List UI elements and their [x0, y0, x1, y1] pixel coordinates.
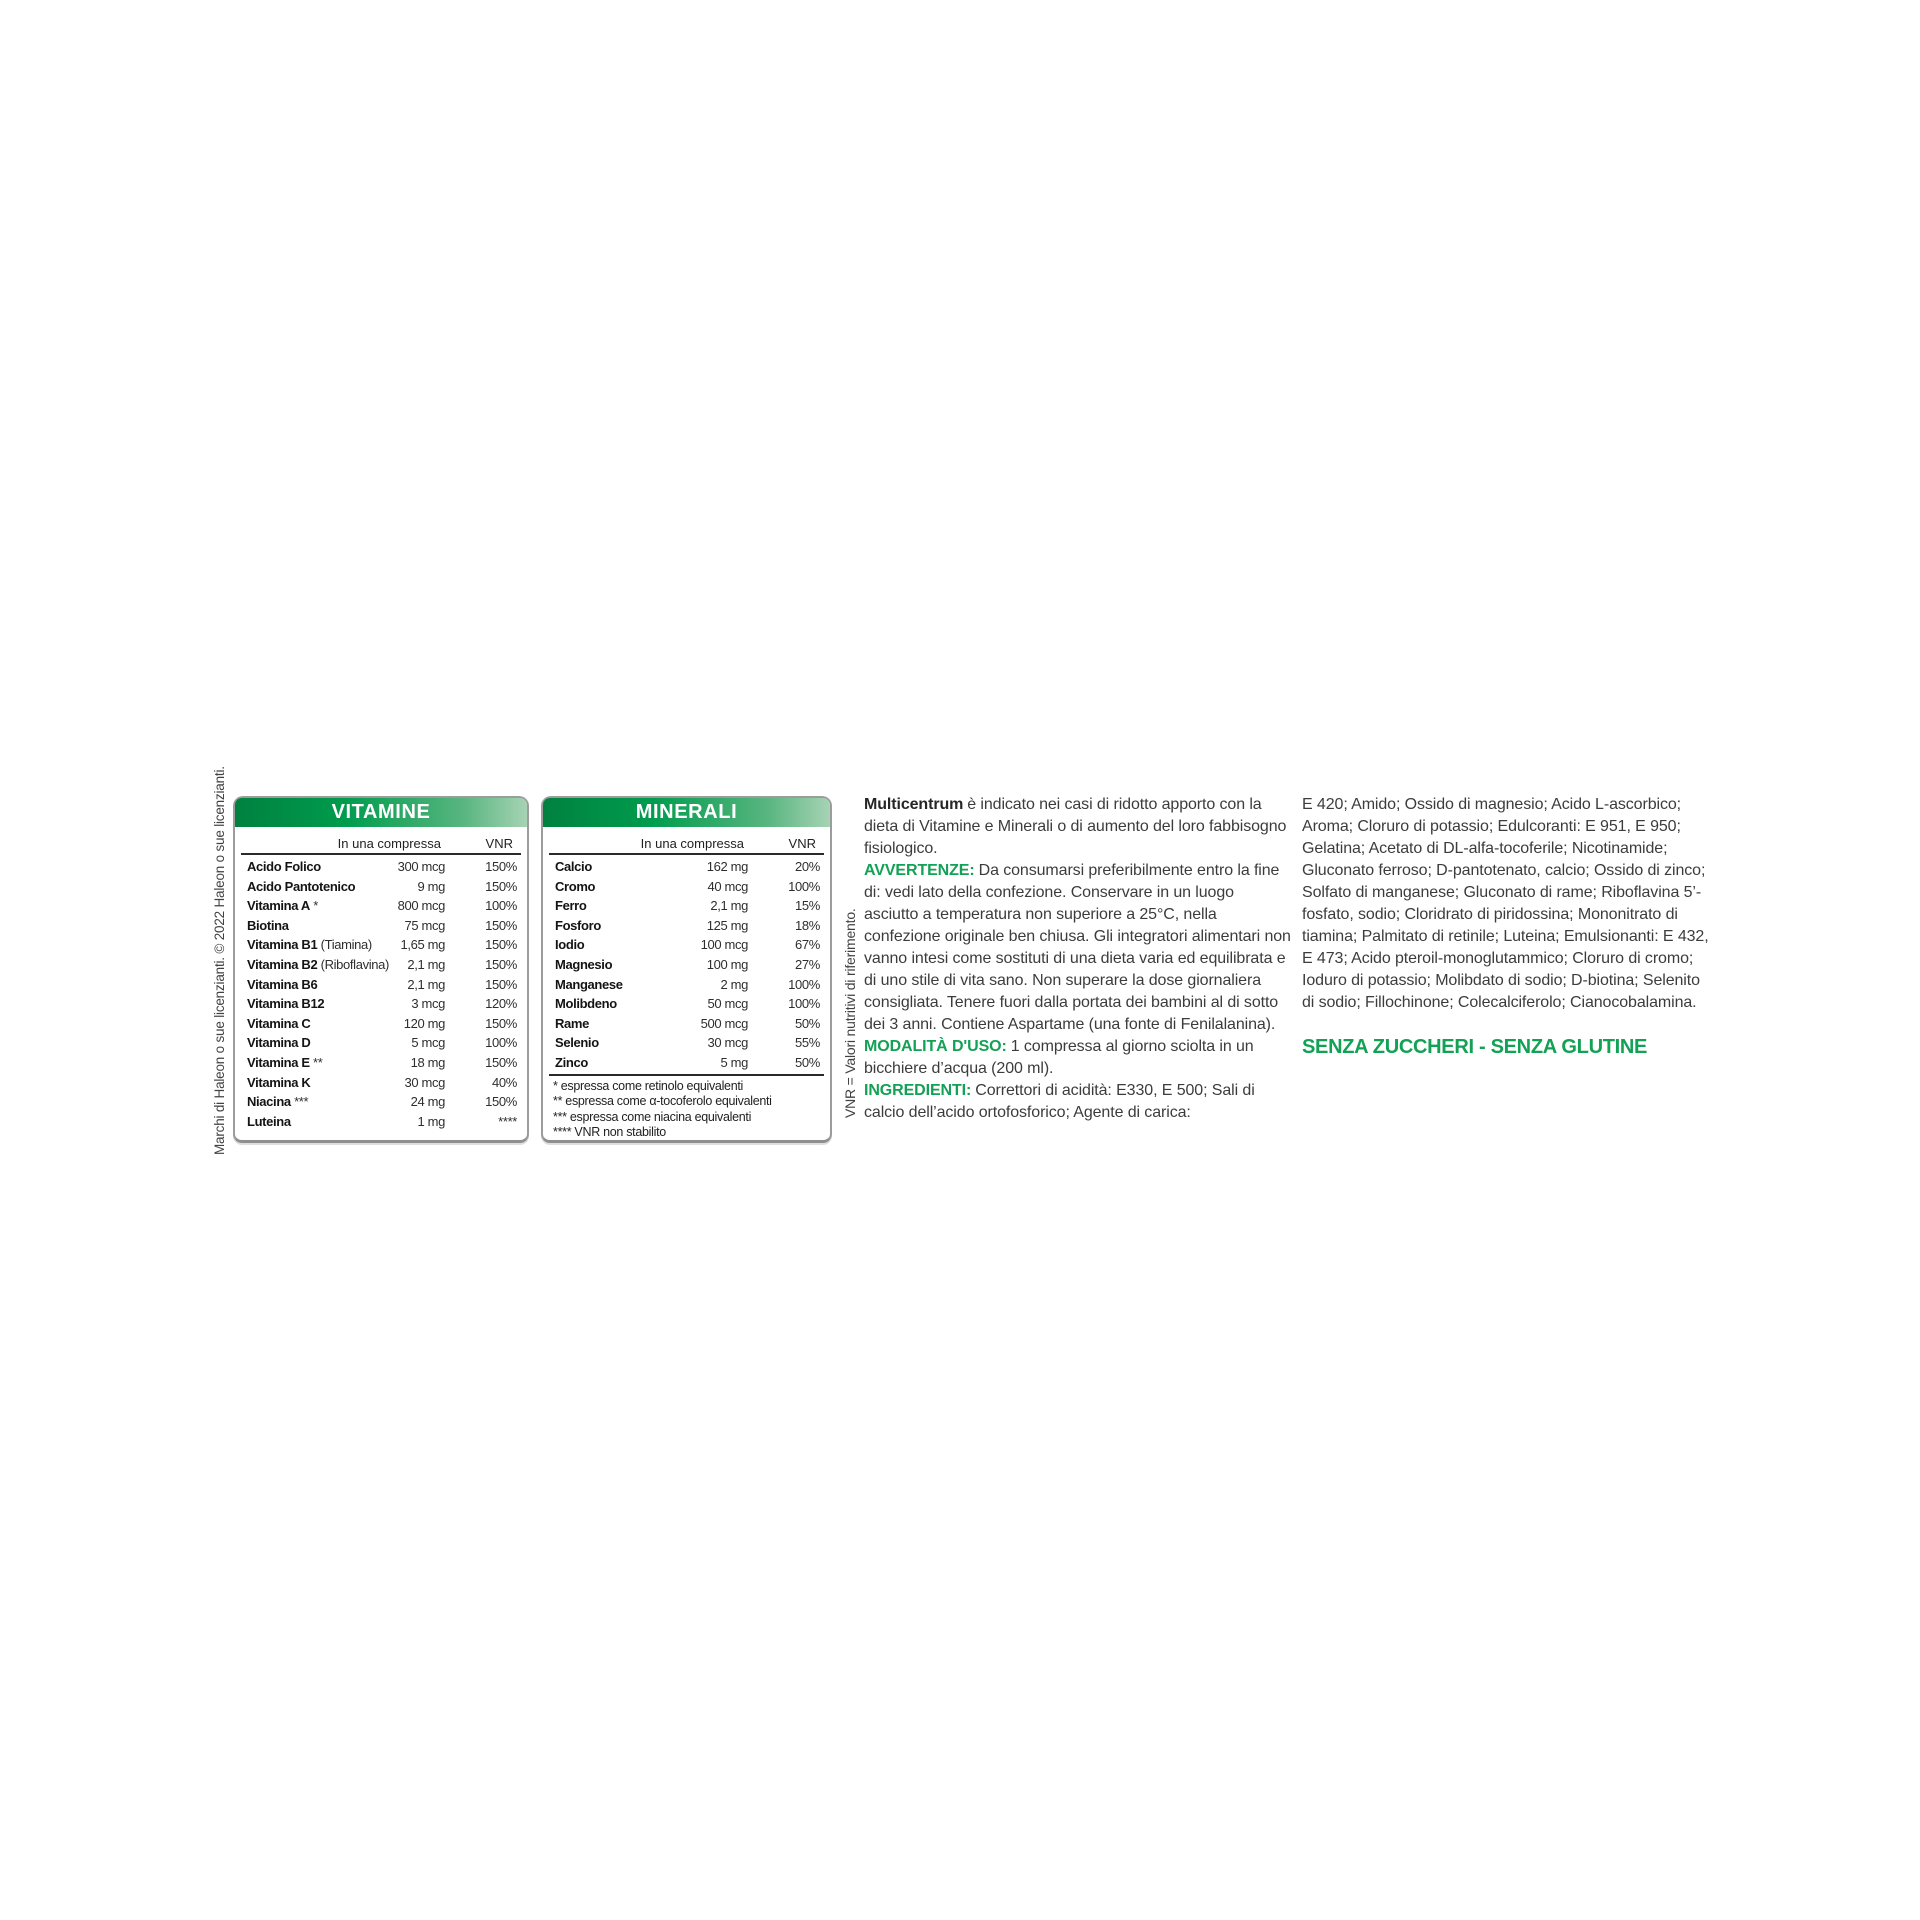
nutrient-name-bold: Acido Pantotenico — [247, 878, 356, 894]
nutrient-name — [543, 955, 663, 975]
minerals-rows — [543, 855, 830, 1073]
nutrient-vnr: 27% — [795, 956, 820, 972]
nutrient-amount: 2,1 mg — [407, 976, 445, 992]
table-row — [235, 994, 527, 1014]
nutrient-vnr: 100% — [788, 996, 820, 1012]
table-row — [235, 1112, 527, 1132]
nutrient-amount: 3 mcg — [411, 996, 445, 1012]
nutrient-vnr: 120% — [485, 996, 517, 1012]
paragraph-lead: AVVERTENZE: — [864, 862, 975, 879]
nutrient-vnr: 150% — [485, 1054, 517, 1070]
nutrient-vnr: **** — [498, 1113, 517, 1129]
nutrient-amount: 5 mg — [720, 1054, 748, 1070]
nutrient-amount: 1,65 mg — [400, 937, 445, 953]
nutrient-name-bold: Niacina — [247, 1094, 291, 1110]
table-row — [543, 1053, 830, 1073]
nutrient-name-bold: Vitamina C — [247, 1015, 311, 1031]
nutrient-vnr: 150% — [485, 878, 517, 894]
nutrient-amount: 125 mg — [706, 917, 748, 933]
nutrient-name-bold: Zinco — [555, 1054, 588, 1070]
nutrient-name — [235, 1112, 360, 1132]
table-row — [543, 877, 830, 897]
ingredients-continued-text: E 420; Amido; Ossido di magnesio; Acido L-ascorbico; Aroma; Cloruro di potassio; Edulcoranti: E 951, E 950; Gelatina; Acetato di DL-alfa-tocoferile; Nicotinamide; Gluconato ferroso; D-pantotenato, calcio; Ossido di zinco; Solfato di manganese; Gluconato di rame; Riboflavina 5’-fosfato, sodio; Cloridrato di piridossina; Mononitrato di tiamina; Palmitato di retinile; Luteina; Emulsionanti: E 432, E 473; Acido pteroil-monoglutammico; Cloruro di cromo; Ioduro di potassio; Molibdato di sodio; D-biotina; Selenito di sodio; Fillochinone; Colecalciferolo; Cianocobalamina. — [1302, 796, 1709, 1011]
description-paragraph — [864, 1036, 1292, 1080]
minerals-table-subheader — [549, 827, 824, 855]
nutrient-name-bold: Vitamina B2 — [247, 956, 318, 972]
nutrient-name — [543, 916, 663, 936]
table-footnote: **** VNR non stabilito — [553, 1125, 666, 1140]
no-sugar-no-gluten-claim: SENZA ZUCCHERI - SENZA GLUTINE — [1302, 1036, 1648, 1058]
table-row — [235, 1092, 527, 1112]
nutrient-name — [235, 955, 390, 975]
nutrient-name-bold: Vitamina K — [247, 1074, 311, 1090]
nutrient-note: *** — [294, 1094, 309, 1110]
table-row — [235, 896, 527, 916]
table-row — [543, 935, 830, 955]
nutrient-vnr: 100% — [788, 976, 820, 992]
table-row — [543, 994, 830, 1014]
nutrient-name-bold: Calcio — [555, 859, 592, 874]
nutrient-amount: 2 mg — [720, 976, 748, 992]
nutrient-name-bold: Selenio — [555, 1035, 599, 1051]
nutrient-name — [235, 877, 360, 897]
paragraph-lead: MODALITÀ D'USO: — [864, 1038, 1007, 1055]
nutrient-name — [235, 1033, 360, 1053]
nutrient-name-bold: Rame — [555, 1015, 590, 1031]
nutrient-name-bold: Fosforo — [555, 917, 601, 933]
nutrient-name — [235, 896, 360, 916]
table-row — [235, 916, 527, 936]
nutrient-amount: 800 mcg — [397, 898, 445, 914]
table-row — [543, 955, 830, 975]
nutrient-vnr: 50% — [795, 1054, 820, 1070]
nutrient-amount: 18 mg — [410, 1054, 445, 1070]
table-row — [235, 1033, 527, 1053]
nutrient-amount: 9 mg — [417, 878, 445, 894]
nutrient-vnr: 150% — [485, 1015, 517, 1031]
table-row — [235, 877, 527, 897]
table-row — [235, 935, 527, 955]
paragraph-text: Da consumarsi preferibilmente entro la fine di: vedi lato della confezione. Conservare in un luogo asciutto a temperatura non superiore a 25°C, nella confezione originale ben chiusa. Gli integratori alimentari non vanno intesi come sostituti di una dieta varia ed equilibrata e di uno stile di vita sano. Non superare la dose giornaliera consigliata. Tenere fuori dalla portata dei bambini al di sotto dei 3 anni. Contiene Aspartame (una fonte di Fenilalanina). — [864, 862, 1291, 1033]
paragraph-text: Correttori di acidità: E330, E 500; Sali di calcio dell’acido ortofosforico; Agente di carica: — [864, 1082, 1255, 1121]
nutrient-name-bold: Luteina — [247, 1113, 291, 1129]
column-header-vnr: VNR — [788, 836, 816, 851]
nutrient-name — [543, 994, 663, 1014]
vnr-legend-vertical-text: VNR = Valori nutritivi di riferimento. — [842, 908, 858, 1118]
table-row — [235, 1073, 527, 1093]
nutrient-name — [235, 1092, 360, 1112]
nutrient-note: (Riboflavina) — [320, 956, 390, 972]
table-row — [543, 975, 830, 995]
nutrient-amount: 120 mg — [403, 1015, 445, 1031]
paragraph-text: è indicato nei casi di ridotto apporto con la dieta di Vitamine e Minerali o di aumento del loro fabbisogno fisiologico. — [864, 796, 1287, 857]
table-row — [543, 896, 830, 916]
table-row — [543, 857, 830, 877]
nutrient-vnr: 18% — [795, 917, 820, 933]
nutrient-name — [235, 1073, 360, 1093]
table-row — [235, 955, 527, 975]
nutrient-vnr: 150% — [485, 976, 517, 992]
nutrient-name — [543, 896, 663, 916]
nutrient-name-bold: Biotina — [247, 917, 289, 933]
description-paragraph — [864, 1080, 1292, 1124]
nutrient-vnr: 150% — [485, 1094, 517, 1110]
nutrient-amount: 30 mcg — [404, 1074, 445, 1090]
nutrient-amount: 24 mg — [410, 1094, 445, 1110]
nutrient-name — [235, 916, 360, 936]
nutrient-note: ** — [313, 1054, 323, 1070]
nutrient-amount: 300 mcg — [397, 859, 445, 874]
nutrient-name — [543, 975, 663, 995]
nutrient-amount: 75 mcg — [404, 917, 445, 933]
description-column — [864, 794, 1292, 1124]
table-footnote: * espressa come retinolo equivalenti — [553, 1078, 744, 1093]
nutrient-name-bold: Manganese — [555, 976, 623, 992]
minerals-table-title: MINERALI — [543, 798, 830, 827]
nutrient-name — [235, 1053, 360, 1073]
nutrient-amount: 2,1 mg — [407, 956, 445, 972]
nutrient-amount: 50 mcg — [707, 996, 748, 1012]
table-footnotes — [549, 1074, 824, 1141]
table-row — [235, 1014, 527, 1034]
nutrient-vnr: 100% — [485, 1035, 517, 1051]
nutrient-amount: 162 mg — [706, 859, 748, 874]
nutrient-name — [543, 935, 663, 955]
nutrient-vnr: 67% — [795, 937, 820, 953]
nutrient-vnr: 150% — [485, 859, 517, 874]
paragraph-lead: INGREDIENTI: — [864, 1082, 972, 1099]
table-row — [235, 975, 527, 995]
vitamins-table-subheader — [241, 827, 521, 855]
vitamins-rows — [235, 855, 527, 1131]
vitamins-table-title: VITAMINE — [235, 798, 527, 827]
table-footnote: ** espressa come α-tocoferolo equivalenti — [553, 1094, 772, 1109]
nutrient-amount: 500 mcg — [700, 1015, 748, 1031]
nutrient-amount: 2,1 mg — [710, 898, 748, 914]
table-row — [543, 1014, 830, 1034]
nutrient-name — [235, 857, 360, 877]
nutrient-vnr: 100% — [485, 898, 517, 914]
nutrient-name — [235, 975, 360, 995]
trademark-vertical-text: Marchi di Haleon o sue licenzianti. © 2022 Haleon o sue licenzianti. — [212, 766, 227, 1155]
nutrient-name — [235, 935, 372, 955]
nutrient-name-bold: Molibdeno — [555, 996, 617, 1012]
table-row — [543, 916, 830, 936]
table-row — [543, 1033, 830, 1053]
nutrient-vnr: 40% — [492, 1074, 517, 1090]
nutrient-vnr: 150% — [485, 937, 517, 953]
nutrient-amount: 1 mg — [417, 1113, 445, 1129]
column-header-amount: In una compressa — [640, 836, 744, 851]
nutrient-vnr: 150% — [485, 956, 517, 972]
table-row — [235, 857, 527, 877]
nutrient-note: (Tiamina) — [320, 937, 372, 953]
nutrient-name-bold: Iodio — [555, 937, 585, 953]
nutrient-name-bold: Vitamina B6 — [247, 976, 318, 992]
nutrient-name — [543, 1053, 663, 1073]
nutrient-name-bold: Vitamina A — [247, 898, 310, 914]
nutrient-name-bold: Vitamina E — [247, 1054, 310, 1070]
table-footnote: *** espressa come niacina equivalenti — [553, 1109, 752, 1124]
nutrient-amount: 5 mcg — [411, 1035, 445, 1051]
nutrient-vnr: 55% — [795, 1035, 820, 1051]
column-header-vnr: VNR — [485, 836, 513, 851]
paragraph-text: 1 compressa al giorno sciolta in un bicchiere d’acqua (200 ml). — [864, 1038, 1254, 1077]
nutrient-amount: 100 mcg — [700, 937, 748, 953]
description-paragraph — [864, 794, 1292, 860]
nutrient-vnr: 20% — [795, 859, 820, 874]
nutrient-name — [543, 1014, 663, 1034]
nutrient-vnr: 150% — [485, 917, 517, 933]
nutrient-name — [543, 1033, 663, 1053]
nutrient-vnr: 100% — [788, 878, 820, 894]
nutrient-name-bold: Cromo — [555, 878, 596, 894]
nutrient-vnr: 15% — [795, 898, 820, 914]
nutrient-name — [235, 1014, 360, 1034]
nutrient-name-bold: Magnesio — [555, 956, 613, 972]
column-header-amount: In una compressa — [337, 836, 441, 851]
nutrient-name — [543, 877, 663, 897]
nutrient-note: * — [313, 898, 318, 914]
ingredients-continued-column — [1302, 794, 1716, 1058]
nutrient-name-bold: Vitamina B1 — [247, 937, 318, 953]
description-paragraph — [864, 860, 1292, 1036]
nutrient-vnr: 50% — [795, 1015, 820, 1031]
nutrient-name — [235, 994, 360, 1014]
nutrient-name — [543, 857, 663, 877]
minerals-table — [541, 796, 832, 1143]
nutrient-name-bold: Ferro — [555, 898, 587, 914]
nutrient-amount: 30 mcg — [707, 1035, 748, 1051]
nutrient-name-bold: Vitamina B12 — [247, 996, 325, 1012]
vitamins-table — [233, 796, 529, 1143]
nutrient-amount: 40 mcg — [707, 878, 748, 894]
nutrient-name-bold: Acido Folico — [247, 859, 321, 874]
nutrient-name-bold: Vitamina D — [247, 1035, 311, 1051]
nutrient-amount: 100 mg — [706, 956, 748, 972]
table-row — [235, 1053, 527, 1073]
paragraph-lead: Multicentrum — [864, 796, 964, 813]
